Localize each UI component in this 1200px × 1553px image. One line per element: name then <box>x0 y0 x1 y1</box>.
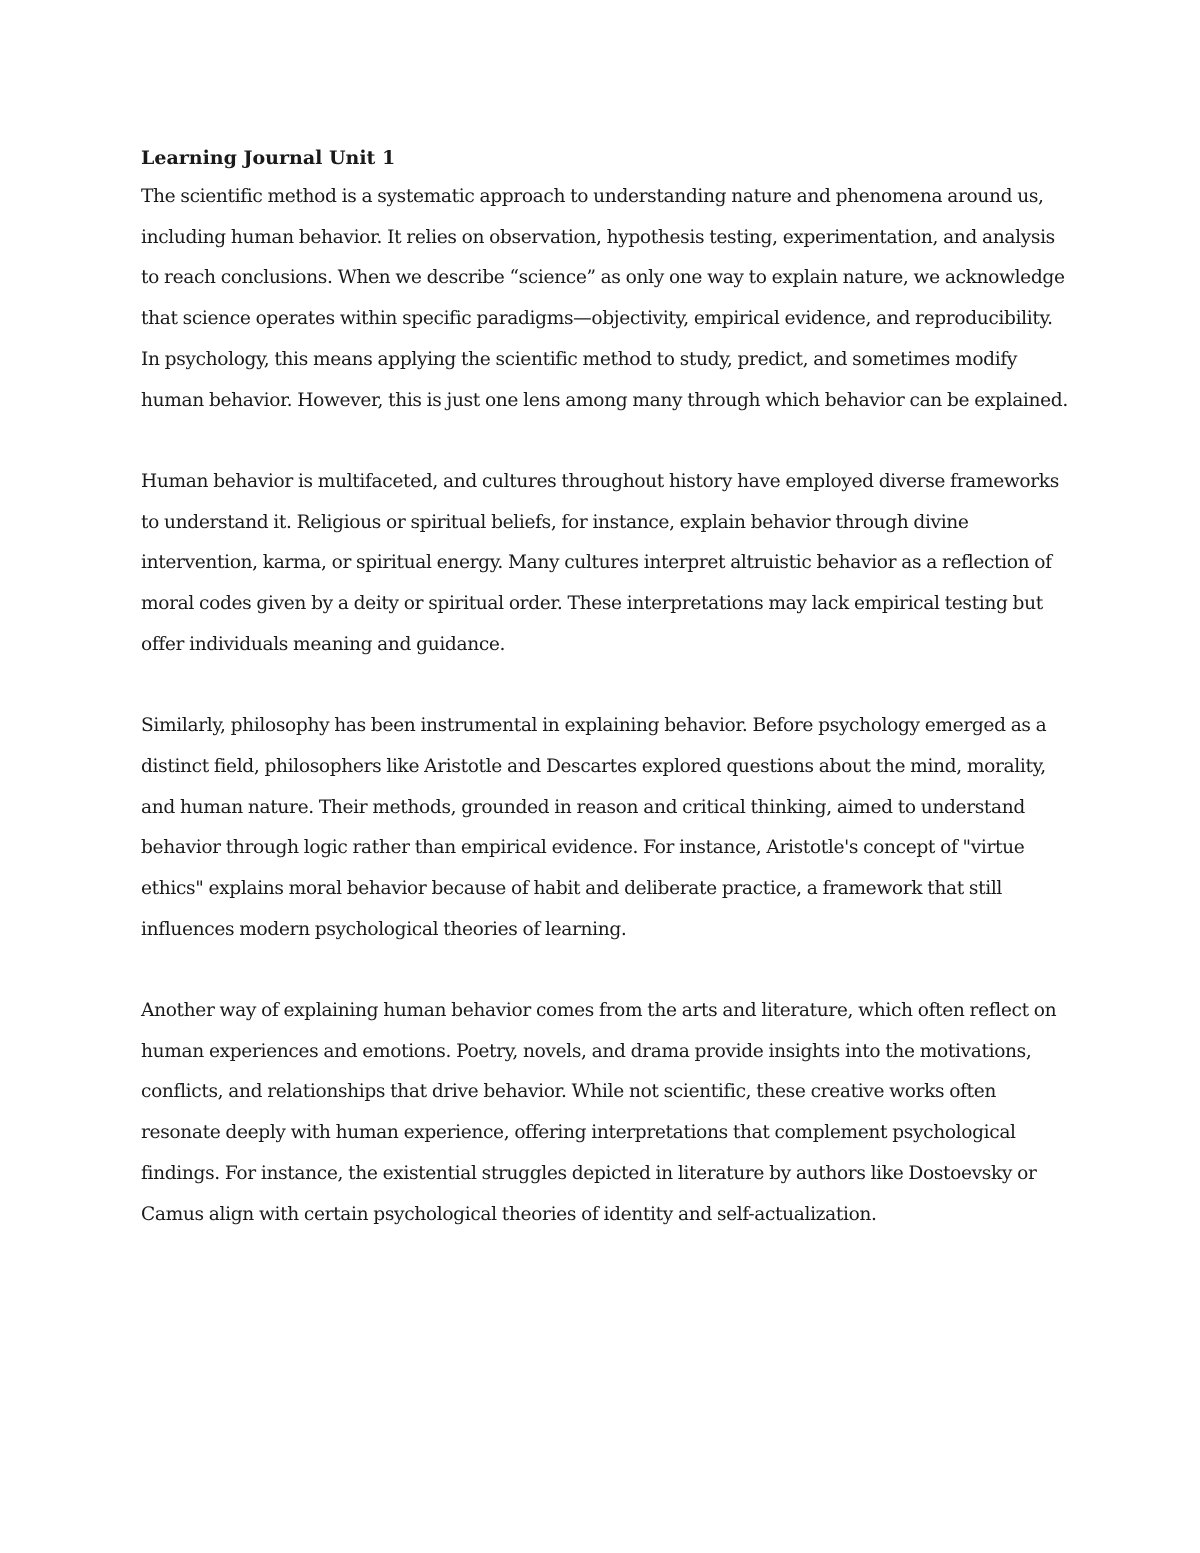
paragraph-spiritual-beliefs: Human behavior is multifaceted, and cultures throughout history have employed diverse frameworks to understand it. Religious or spiritual beliefs, for instance, explain behavior through divine intervention, karma, or spiritual energy. Many cultures interpret altruistic behavior as a reflection of moral codes given by a deity or spiritual order. These interpretations may lack empirical testing but offer individuals meaning and guidance. <box>141 470 1059 655</box>
paragraph-scientific-method: The scientific method is a systematic approach to understanding nature and phenomena around us, including human behavior. It relies on observation, hypothesis testing, experimentation, and analysis to reach conclusions. When we describe “science” as only one way to explain nature, we acknowledge that science operates within specific paradigms—objectivity, empirical evidence, and reproducibility. In psychology, this means applying the scientific method to study, predict, and sometimes modify human behavior. However, this is just one lens among many through which behavior can be explained. <box>141 186 1068 411</box>
paragraph-arts-literature: Another way of explaining human behavior comes from the arts and literature, which often reflect on human experiences and emotions. Poetry, novels, and drama provide insights into the motivations, conflicts, and relationships that drive behavior. While not scientific, these creative works often resonate deeply with human experience, offering interpretations that complement psychological findings. For instance, the existential struggles depicted in literature by authors like Dostoevsky or Camus align with certain psychological theories of identity and self-actualization. <box>141 1000 1057 1225</box>
paragraph-philosophy: Similarly, philosophy has been instrumental in explaining behavior. Before psychology emerged as a distinct field, philosophers like Aristotle and Descartes explored questions about the mind, morality, and human nature. Their methods, grounded in reason and critical thinking, aimed to understand behavior through logic rather than empirical evidence. For instance, Aristotle's concept of "virtue ethics" explains moral behavior because of habit and deliberate practice, a framework that still influences modern psychological theories of learning. <box>141 715 1047 940</box>
document-title: Learning Journal Unit 1 <box>141 147 396 169</box>
document-page <box>141 143 1071 1276</box>
